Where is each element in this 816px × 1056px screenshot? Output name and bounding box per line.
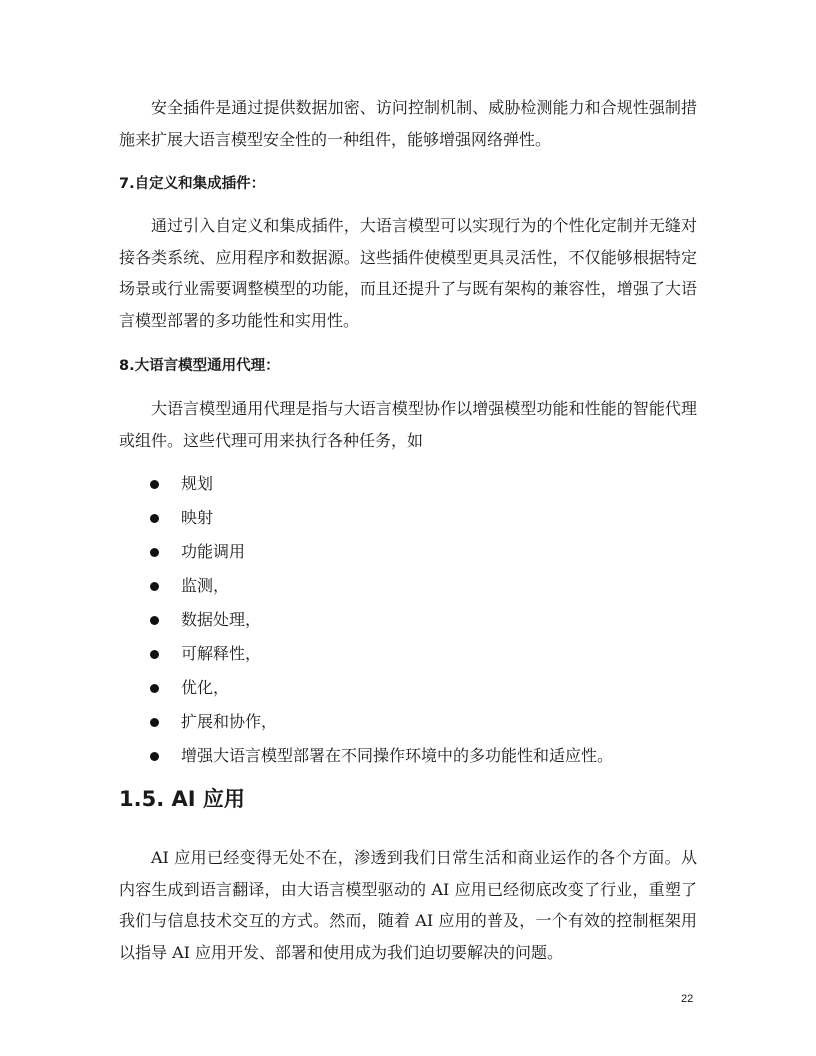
page-number: 22 [681, 993, 694, 1005]
list-item: 优化， [150, 674, 613, 708]
bullet-icon [150, 514, 159, 523]
bullet-icon [150, 582, 159, 591]
list-item: 扩展和协作， [150, 708, 613, 742]
list-item: 映射 [150, 504, 613, 538]
agent-paragraph: 大语言模型通用代理是指与大语言模型协作以增强模型功能和性能的智能代理或组件。这些代理可用来执行各种任务，如 [119, 399, 697, 450]
security-plugin-paragraph: 安全插件是通过提供数据加密、访问控制机制、威胁检测能力和合规性强制措施来扩展大语言模型安全性的一种组件，能够增强网络弹性。 [119, 98, 697, 149]
bullet-icon [150, 616, 159, 625]
list-item: 增强大语言模型部署在不同操作环境中的多功能性和适应性。 [150, 742, 613, 776]
list-item: 规划 [150, 470, 613, 504]
heading-llm-general-agent: 8.大语言模型通用代理： [119, 358, 280, 374]
section-title-ai-applications: 1.5. AI 应用 [119, 787, 245, 811]
list-item: 功能调用 [150, 538, 613, 572]
bullet-icon [150, 650, 159, 659]
bullet-icon [150, 548, 159, 557]
agent-task-list [150, 470, 613, 776]
bullet-icon [150, 684, 159, 693]
custom-plugin-paragraph: 通过引入自定义和集成插件，大语言模型可以实现行为的个性化定制并无缝对接各类系统、应用程序和数据源。这些插件使模型更具灵活性，不仅能够根据特定场景或行业需要调整模型的功能，而且还提升了与既有架构的兼容性，增强了大语言模型部署的多功能性和实用性。 [119, 216, 697, 330]
list-item: 可解释性， [150, 640, 613, 674]
bullet-icon [150, 480, 159, 489]
bullet-icon [150, 718, 159, 727]
list-item: 数据处理， [150, 606, 613, 640]
ai-applications-paragraph: AI 应用已经变得无处不在，渗透到我们日常生活和商业运作的各个方面。从内容生成到语言翻译，由大语言模型驱动的 AI 应用已经彻底改变了行业，重塑了我们与信息技术交互的方式。然而，随着 AI 应用的普及，一个有效的控制框架用以指导 AI 应用开发、部署和使用成为我们迫切要解决的问题。 [119, 848, 697, 962]
list-item: 监测， [150, 572, 613, 606]
bullet-icon [150, 752, 159, 761]
heading-custom-integration-plugins: 7.自定义和集成插件： [119, 176, 266, 192]
